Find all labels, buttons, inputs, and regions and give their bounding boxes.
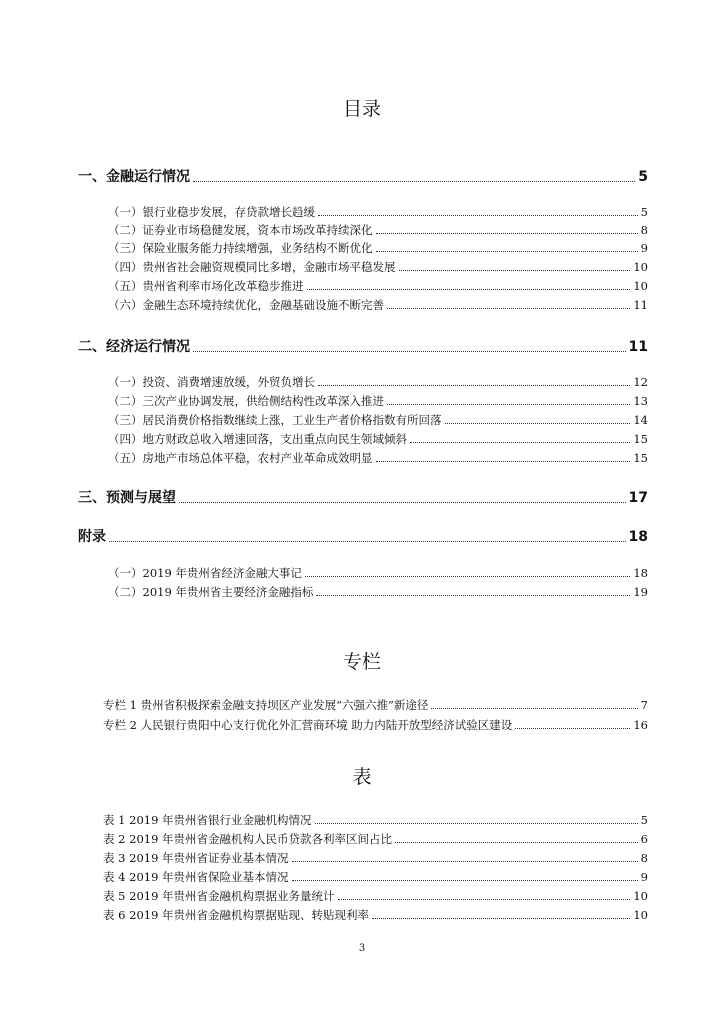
toc-page-number: 5: [640, 205, 648, 219]
dot-leader: [431, 708, 637, 709]
table-entry[interactable]: [103, 831, 648, 847]
column-list-title: 专栏: [342, 651, 381, 673]
dot-leader: [318, 385, 630, 386]
toc-item-label: （二）证券业市场稳健发展，资本市场改革持续深化: [108, 223, 373, 237]
toc-item[interactable]: [108, 240, 648, 256]
toc-item-label: （二）2019 年贵州省主要经济金融指标: [108, 585, 314, 599]
toc-section-label: 二、经济运行情况: [78, 339, 190, 355]
toc-item[interactable]: [108, 450, 648, 466]
toc-page-number: 10: [633, 279, 648, 293]
dot-leader: [315, 823, 638, 824]
dot-leader: [445, 423, 631, 424]
toc-section[interactable]: [78, 526, 648, 546]
table-entry-label: 表 4 2019 年贵州省保险业基本情况: [103, 870, 289, 884]
table-entry-label: 表 6 2019 年贵州省金融机构票据贴现、转贴现利率: [103, 908, 370, 922]
dot-leader: [292, 880, 638, 881]
dot-leader: [193, 181, 635, 182]
dot-leader: [109, 541, 626, 542]
dot-leader: [292, 861, 638, 862]
toc-item[interactable]: [108, 374, 648, 390]
toc-section[interactable]: [78, 166, 648, 186]
table-entry[interactable]: [103, 907, 648, 923]
dot-leader: [376, 251, 638, 252]
toc-page-number: 18: [633, 566, 648, 580]
toc-page-number: 10: [633, 908, 648, 922]
toc-item-label: （四）贵州省社会融资规模同比多增，金融市场平稳发展: [108, 260, 396, 274]
toc-page-number: 17: [628, 490, 648, 506]
toc-page-number: 19: [633, 585, 648, 599]
toc-title: 目录: [342, 98, 381, 120]
table-entry[interactable]: [103, 812, 648, 828]
dot-leader: [399, 270, 631, 271]
toc-page-number: 13: [633, 394, 648, 408]
toc-item-label: （三）居民消费价格指数继续上涨，工业生产者价格指数有所回落: [108, 413, 442, 427]
toc-section-label: 三、预测与展望: [78, 490, 176, 506]
toc-page-number: 11: [633, 298, 648, 312]
table-entry-label: 表 2 2019 年贵州省金融机构人民币贷款各利率区间占比: [103, 832, 393, 846]
toc-page-number: 15: [633, 451, 648, 465]
toc-page-number: 10: [633, 260, 648, 274]
page-number: 3: [358, 943, 366, 954]
table-entry-label: 表 5 2019 年贵州省金融机构票据业务量统计: [103, 889, 335, 903]
toc-item[interactable]: [108, 412, 648, 428]
toc-item[interactable]: [108, 204, 648, 220]
toc-page-number: 15: [633, 432, 648, 446]
table-entry-label: 表 1 2019 年贵州省银行业金融机构情况: [103, 813, 312, 827]
toc-item[interactable]: [108, 565, 648, 581]
toc-page-number: 9: [640, 241, 648, 255]
dot-leader: [387, 308, 630, 309]
toc-item-label: （五）房地产市场总体平稳，农村产业革命成效明显: [108, 451, 373, 465]
dot-leader: [387, 404, 630, 405]
toc-item[interactable]: [108, 297, 648, 313]
toc-section[interactable]: [78, 336, 648, 356]
dot-leader: [305, 576, 630, 577]
toc-page-number: 8: [640, 223, 648, 237]
table-entry[interactable]: [103, 888, 648, 904]
toc-item-label: （一）银行业稳步发展，存贷款增长趋缓: [108, 205, 315, 219]
dot-leader: [372, 918, 630, 919]
toc-item[interactable]: [108, 278, 648, 294]
dot-leader: [338, 899, 631, 900]
toc-item-label: （一）2019 年贵州省经济金融大事记: [108, 566, 302, 580]
toc-page-number: 7: [640, 698, 648, 712]
toc-page-number: 11: [628, 339, 648, 355]
table-entry[interactable]: [103, 850, 648, 866]
toc-page-number: 8: [640, 851, 648, 865]
dot-leader: [193, 351, 626, 352]
toc-page-number: 9: [640, 870, 648, 884]
dot-leader: [410, 442, 630, 443]
toc-section-label: 一、金融运行情况: [78, 169, 190, 185]
column-entry[interactable]: [103, 697, 648, 713]
table-entry-label: 表 3 2019 年贵州省证券业基本情况: [103, 851, 289, 865]
dot-leader: [179, 502, 626, 503]
table-list-title: 表: [352, 766, 372, 788]
dot-leader: [395, 842, 638, 843]
toc-item[interactable]: [108, 393, 648, 409]
dot-leader: [318, 215, 638, 216]
column-entry-label: 专栏 1 贵州省积极探索金融支持坝区产业发展“六强六推”新途径: [103, 698, 429, 712]
dot-leader: [376, 233, 638, 234]
toc-page-number: 14: [633, 413, 648, 427]
toc-item[interactable]: [108, 222, 648, 238]
toc-item[interactable]: [108, 584, 648, 600]
dot-leader: [307, 289, 631, 290]
toc-page-number: 5: [638, 169, 648, 185]
dot-leader: [376, 461, 631, 462]
toc-item[interactable]: [108, 259, 648, 275]
toc-item[interactable]: [108, 431, 648, 447]
table-entry[interactable]: [103, 869, 648, 885]
toc-page-number: 6: [640, 832, 648, 846]
toc-item-label: （二）三次产业协调发展，供给侧结构性改革深入推进: [108, 394, 384, 408]
toc-page-number: 10: [633, 889, 648, 903]
toc-page-number: 5: [640, 813, 648, 827]
dot-leader: [316, 595, 630, 596]
toc-section[interactable]: [78, 487, 648, 507]
toc-page-number: 18: [628, 529, 648, 545]
toc-section-label: 附录: [78, 529, 106, 545]
toc-page-number: 12: [633, 375, 648, 389]
toc-page-number: 16: [633, 718, 648, 732]
toc-item-label: （五）贵州省利率市场化改革稳步推进: [108, 279, 304, 293]
toc-item-label: （六）金融生态环境持续优化，金融基础设施不断完善: [108, 298, 384, 312]
column-entry[interactable]: [103, 717, 648, 733]
dot-leader: [515, 728, 630, 729]
toc-item-label: （三）保险业服务能力持续增强，业务结构不断优化: [108, 241, 373, 255]
toc-item-label: （四）地方财政总收入增速回落，支出重点向民生领域倾斜: [108, 432, 407, 446]
toc-item-label: （一）投资、消费增速放缓，外贸负增长: [108, 375, 315, 389]
column-entry-label: 专栏 2 人民银行贵阳中心支行优化外汇营商环境 助力内陆开放型经济试验区建设: [103, 718, 513, 732]
